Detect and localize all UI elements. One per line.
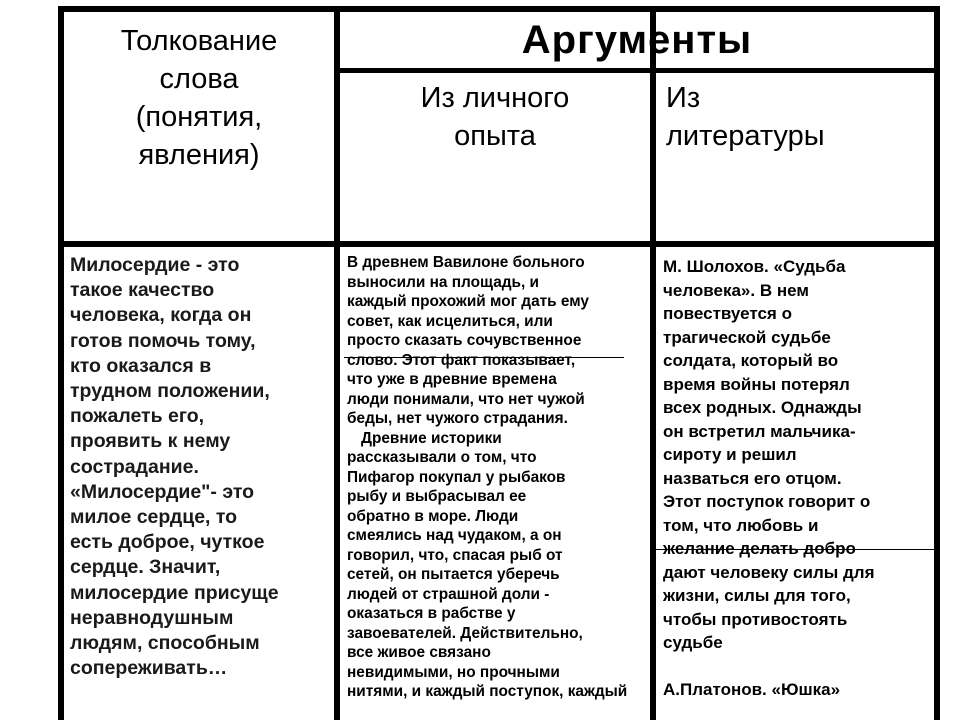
text-line: смеялись над чудаком, а он — [347, 527, 562, 544]
text-line: такое качество — [70, 279, 215, 302]
text-line: назваться его отцом. — [663, 468, 842, 488]
text-line: нитями, и каждый поступок, каждый — [347, 683, 628, 700]
text-line: слово. Этот факт показывает, — [347, 351, 576, 369]
text-line: пожалеть его, — [70, 405, 205, 428]
text-line: дают человеку силы для — [663, 562, 875, 582]
personal-experience-cell — [340, 247, 650, 702]
text-line: кто оказался в — [70, 354, 212, 377]
text-line: оказаться в рабстве у — [347, 605, 516, 622]
text-line: В древнем Вавилоне больного — [347, 254, 585, 271]
text-line: сердце. Значит, — [70, 556, 221, 579]
text-line: сострадание. — [70, 455, 199, 478]
text-line: М. Шолохов. «Судьба — [663, 257, 846, 276]
text-line: говорил, что, спасая рыб от — [347, 546, 563, 564]
text-line: «Милосердие"- это — [70, 480, 255, 503]
text-line: А.Платонов. «Юшка» — [663, 680, 841, 699]
text-line: проявить к нему — [70, 430, 231, 453]
text-line: беды, нет чужого страдания. — [347, 410, 568, 427]
text-line: обратно в море. Люди — [347, 507, 519, 525]
text-line: том, что любовь и — [663, 515, 819, 535]
header-line: Толкование — [120, 25, 278, 57]
header-interpretation — [64, 12, 334, 241]
text-line: трудном положении, — [70, 380, 270, 403]
text-line: рыбу и выбрасывал ее — [347, 488, 527, 505]
paragraph-gap — [663, 655, 934, 679]
text-line: сироту и решил — [663, 445, 797, 464]
header-line: литературы — [666, 120, 825, 152]
text-line: он встретил мальчика- — [663, 421, 856, 441]
text-line: милосердие присуще — [70, 581, 279, 604]
text-line: человека, когда он — [70, 304, 252, 327]
header-line: (понятия, — [135, 101, 263, 133]
text-line: людей от страшной доли - — [347, 585, 550, 603]
text-line: чтобы противостоять — [663, 609, 848, 629]
text-line: что уже в древние времена — [347, 371, 557, 388]
text-line: совет, как исцелиться, или — [347, 312, 553, 330]
text-line: рассказывали о том, что — [347, 449, 537, 466]
text-line: есть доброе, чуткое — [70, 531, 265, 554]
text-line: всех родных. Однажды — [663, 398, 862, 417]
text-line: Пифагор покупал у рыбаков — [347, 468, 566, 486]
header-line: опыта — [454, 120, 536, 152]
header-line: Из личного — [420, 82, 570, 114]
text-line: Этот поступок говорит о — [663, 492, 871, 511]
text-line: все живое связано — [347, 644, 491, 661]
definition-cell — [64, 247, 334, 681]
text-line: сетей, он пытается уберечь — [347, 566, 560, 583]
text-line: солдата, который во — [663, 351, 839, 370]
text-line: сопереживать… — [70, 657, 228, 680]
text-line: милое сердце, то — [70, 506, 238, 529]
text-line: судьбе — [663, 633, 723, 652]
text-line: завоевателей. Действительно, — [347, 624, 583, 642]
text-line: людям, способным — [70, 632, 260, 655]
text-line: время войны потерял — [663, 374, 850, 394]
text-line: неравнодушным — [70, 606, 234, 629]
text-line: выносили на площадь, и — [347, 273, 540, 291]
text-line: просто сказать сочувственное — [347, 332, 582, 349]
header-line: слова — [159, 63, 239, 95]
text-line: трагической судьбе — [663, 327, 831, 347]
text-line: люди понимали, что нет чужой — [347, 390, 585, 408]
text-line: Древние историки — [361, 429, 502, 447]
header-arguments: Аргументы — [521, 18, 753, 62]
header-personal-experience — [340, 73, 650, 241]
literature-cell — [656, 247, 934, 702]
header-line: явления) — [138, 139, 260, 171]
text-line: повествуется о — [663, 304, 792, 323]
header-line: Из — [666, 82, 701, 114]
header-literature — [656, 73, 934, 241]
text-line: Милосердие - это — [70, 254, 240, 276]
table-border-right — [934, 6, 940, 720]
text-line: готов помочь тому, — [70, 329, 256, 352]
text-line: жизни, силы для того, — [663, 586, 851, 605]
text-line: желание делать добро — [663, 539, 856, 558]
text-line: каждый прохожий мог дать ему — [347, 293, 589, 310]
text-line: невидимыми, но прочными — [347, 663, 560, 681]
text-line: человека». В нем — [663, 280, 809, 300]
